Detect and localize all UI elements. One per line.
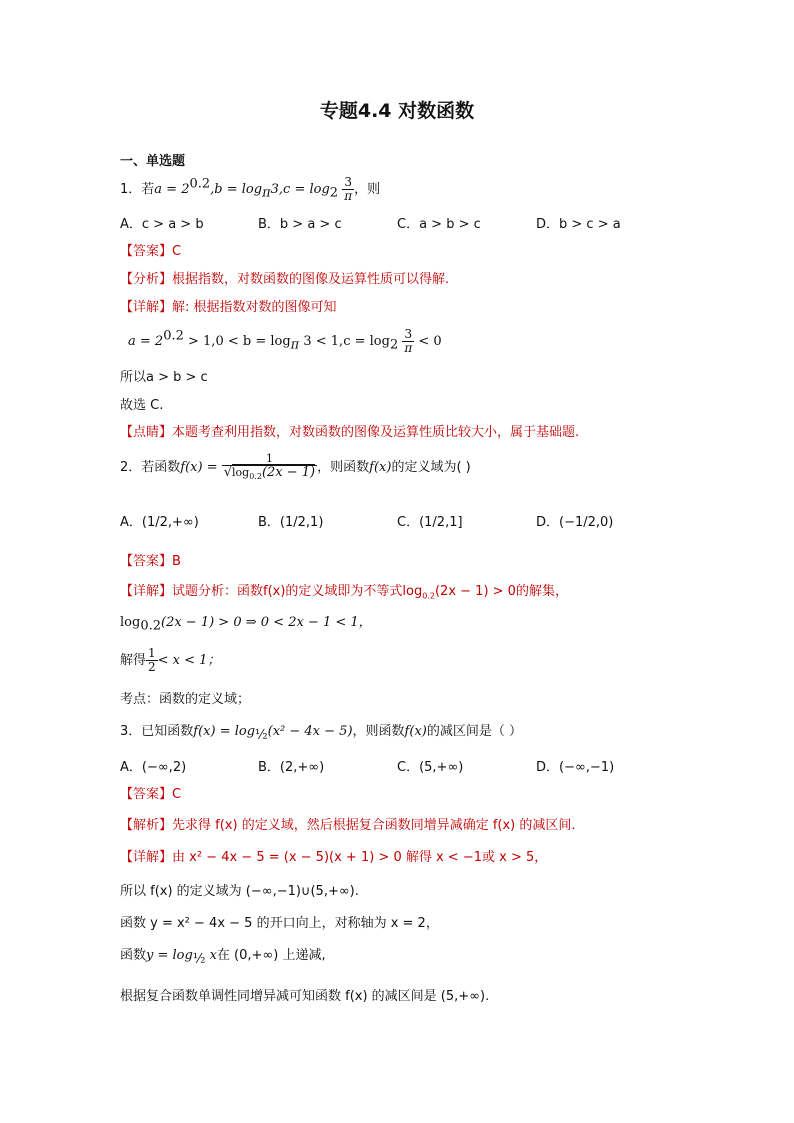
sqrt-icon: √ (223, 465, 233, 480)
q2-answer (120, 550, 181, 569)
q2-sqrt-body (232, 464, 316, 482)
q1-der-frac-num: 3 (402, 328, 414, 342)
q1-detail (120, 296, 337, 315)
analysis-tag: 【分析】 (120, 272, 173, 287)
q3-symmetry: 函数 y = x² − 4x − 5 的开口向上，对称轴为 x = 2， (120, 916, 439, 931)
q3-stem (120, 720, 522, 743)
q3-dec-post: 在 (0,+∞) 上递减, (216, 948, 326, 963)
comment-tag: 【点睛】 (120, 425, 173, 440)
q1-der-frac-den: π (404, 341, 413, 355)
q3-dec-sub: ½ (192, 951, 206, 967)
q2-answer-value: B (172, 554, 181, 569)
q2-solve (120, 647, 220, 674)
q3-detail-text: 由 x² − 4x − 5 = (x − 5)(x + 1) > 0 解得 x < −1或 x > 5， (172, 850, 548, 865)
q2-fx: f(x) = (180, 460, 218, 476)
q2-frac-num: 1 (222, 452, 317, 466)
answer-tag: 【答案】 (120, 787, 173, 802)
q3-fx: f(x) = log (193, 724, 256, 739)
solution-tag: 【解析】 (120, 818, 173, 833)
q3-solution (120, 814, 576, 833)
q1-der-a: a = 2 (128, 334, 164, 349)
q2-frac-den-sub: 0.2 (249, 472, 262, 482)
q1-analysis-text: 根据指数，对数函数的图像及运算性质可以得解. (172, 272, 450, 287)
q1-b-expr: ,b = log (210, 182, 263, 197)
q1-answer-value: C (172, 244, 182, 259)
q2-solve-den: 2 (148, 660, 156, 674)
q3-stem-prefix: 3．已知函数 (120, 724, 194, 739)
q1-derivation (128, 328, 442, 355)
q1-stem-prefix: 1．若 (120, 182, 155, 197)
q2-option-d: D．(−1/2,0) (536, 515, 614, 530)
q1-answer (120, 240, 181, 259)
q1-comment-text: 本题考查利用指数，对数函数的图像及运算性质比较大小，属于基础题. (172, 425, 580, 440)
q1-frac-den: π (344, 189, 353, 203)
q2-stem-mid: ，则函数 (317, 460, 370, 476)
q3-dec-pre: 函数 (120, 948, 147, 963)
q1-detail-text: 解: 根据指数对数的图像可知 (172, 300, 337, 315)
q3-option-d: D．(−∞,−1) (536, 760, 615, 775)
q1-der-b: > 1,0 < b = log (188, 334, 291, 349)
q1-analysis (120, 268, 449, 287)
q1-der-fraction (402, 328, 414, 355)
q2-line-log: log (120, 615, 141, 630)
answer-tag: 【答案】 (120, 244, 173, 259)
q2-stem-end: 的定义域为( ) (391, 460, 471, 476)
q3-decreasing (120, 944, 326, 967)
q3-option-c: C．(5,+∞) (397, 760, 464, 775)
q1-comment (120, 421, 579, 440)
q2-frac-den-log: log (232, 466, 250, 479)
q2-detail (120, 580, 568, 601)
q2-option-a: A．(1/2,+∞) (120, 515, 199, 530)
q2-stem-prefix: 2．若函数 (120, 460, 181, 476)
q3-stem-mid: ，则函数 (352, 724, 405, 739)
q1-option-a: A．c > a > b (120, 217, 204, 232)
q3-option-b: B．(2,+∞) (258, 760, 325, 775)
q2-detail-text: 试题分析：函数f(x)的定义域即为不等式log (172, 584, 423, 599)
q1-der-end: < 0 (418, 334, 442, 349)
q1-so: 所以a > b > c (120, 370, 208, 385)
q3-option-a: A．(−∞,2) (120, 760, 187, 775)
q2-frac-den-arg: (2x − 1) (261, 465, 316, 480)
q3-dec-x: x (205, 948, 217, 963)
q2-solve-pre: 解得 (120, 653, 147, 668)
q1-option-b: B．b > a > c (258, 217, 342, 232)
q2-detail-sub: 0.2 (422, 591, 435, 601)
q3-answer-value: C (172, 787, 182, 802)
q1-c-base: 2 (329, 185, 339, 201)
q2-topic: 考点：函数的定义域； (120, 692, 251, 707)
q1-option-d: D．b > c > a (536, 217, 621, 232)
q2-fx2: f(x) (369, 460, 392, 476)
q3-fx2: f(x) (404, 724, 427, 739)
q1-choose: 故选 C. (120, 398, 164, 413)
q1-der-c-sub: 2 (389, 337, 399, 353)
q1-der-a-exp: 0.2 (163, 328, 184, 344)
q3-fx-arg: (x² − 4x − 5) (267, 724, 353, 739)
q2-line (120, 611, 372, 634)
q3-fx-sub: ½ (255, 727, 268, 743)
q1-b-base: π (262, 185, 271, 201)
answer-tag: 【答案】 (120, 554, 173, 569)
q1-a-expr: a = 2 (154, 182, 190, 197)
q2-option-b: B．(1/2,1) (258, 515, 324, 530)
q1-a-exponent: 0.2 (189, 176, 211, 192)
detail-tag: 【详解】 (120, 584, 173, 599)
detail-tag: 【详解】 (120, 300, 173, 315)
q2-solve-num: 1 (148, 646, 156, 660)
q1-stem (120, 176, 380, 203)
q3-detail (120, 846, 547, 865)
detail-tag: 【详解】 (120, 850, 173, 865)
q2-frac-den (222, 466, 317, 483)
q1-der-c: 3 < 1,c = log (303, 334, 390, 349)
q1-der-b-sub: π (290, 337, 300, 353)
q1-option-c: C．a > b > c (397, 217, 481, 232)
q3-domain: 所以 f(x) 的定义域为 (−∞,−1)∪(5,+∞). (120, 884, 359, 899)
section-heading: 一、单选题 (120, 154, 186, 169)
q1-frac-num: 3 (342, 176, 354, 190)
q2-solve-post: < x < 1； (157, 653, 221, 668)
q2-line-post: (2x − 1) > 0 ⇒ 0 < 2x − 1 < 1， (161, 615, 372, 630)
q2-stem (120, 452, 471, 483)
q3-final: 根据复合函数单调性同增异减可知函数 f(x) 的减区间是 (5,+∞). (120, 989, 490, 1004)
q3-dec-math: y = log (146, 948, 193, 963)
page-title: 专题4.4 对数函数 (319, 100, 475, 122)
q2-detail-post: (2x − 1) > 0的解集， (434, 584, 568, 599)
q1-stem-suffix: ，则 (354, 182, 381, 197)
q3-stem-end: 的减区间是（ ） (426, 724, 522, 739)
q3-answer (120, 783, 181, 802)
q2-option-c: C．(1/2,1] (397, 515, 463, 530)
q2-fraction (222, 452, 317, 483)
q2-line-sub: 0.2 (140, 618, 161, 634)
q3-solution-text: 先求得 f(x) 的定义域，然后根据复合函数同增异减确定 f(x) 的减区间. (172, 818, 576, 833)
q1-c-expr: 3,c = log (270, 182, 330, 197)
q1-fraction (342, 176, 354, 203)
q2-solve-frac (146, 647, 158, 674)
